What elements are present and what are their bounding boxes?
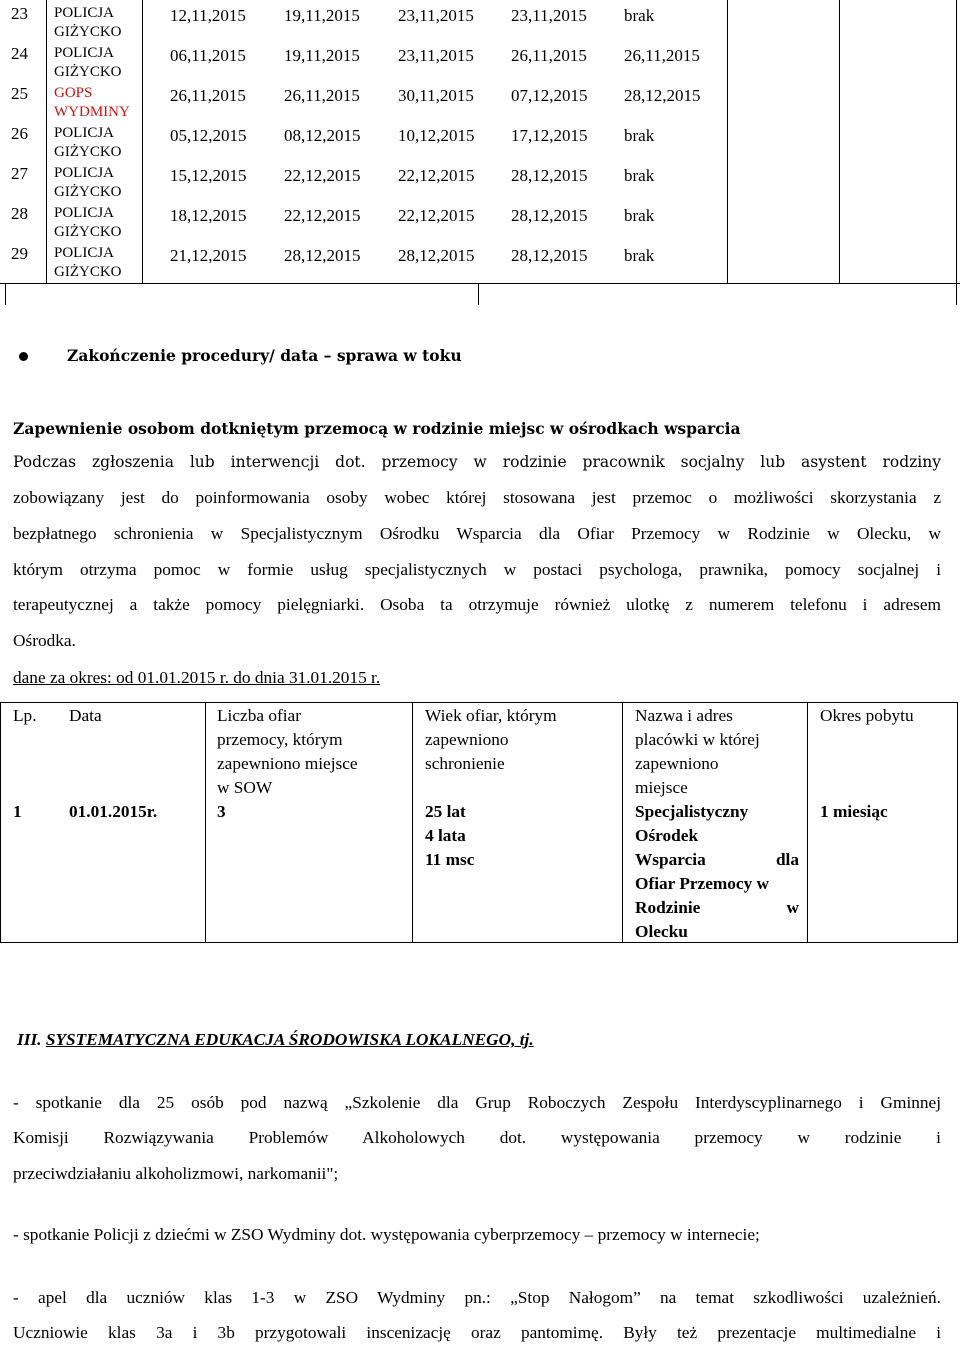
row-date-cell: 18,12,2015 xyxy=(170,206,247,225)
row-date-cell: 26,11,2015 xyxy=(284,86,360,105)
row-date-cell: 15,12,2015 xyxy=(170,166,247,185)
row-organization: POLICJA GIŻYCKO xyxy=(54,205,122,240)
table-row xyxy=(0,80,960,120)
row-date-cell: 23,11,2015 xyxy=(398,6,474,25)
table-grid-line xyxy=(142,0,143,283)
header-lp: Lp. xyxy=(13,706,37,725)
row-place: Specjalistyczny Ośrodek Wsparcia dla Ofiar Przemocy w Rodzinie w Olecku xyxy=(635,802,799,941)
row-ages: 25 lat 4 lata 11 msc xyxy=(425,802,475,869)
table-grid-line xyxy=(5,283,6,305)
row-date-cell: 07,12,2015 xyxy=(511,86,588,105)
row-date-cell: 26,11,2015 xyxy=(624,46,700,65)
row-number: 27 xyxy=(11,164,28,183)
list-line-5: - apel dla uczniów klas 1-3 w ZSO Wydminy pn.: „Stop Nałogom” na temat szkodliwości uzależnień. xyxy=(13,1288,941,1307)
list-line-1: - spotkanie dla 25 osób pod nazwą „Szkolenie dla Grup Roboczych Zespołu Interdyscyplinarnego i Gminnej xyxy=(13,1093,941,1112)
row-date-cell: 28,12,2015 xyxy=(624,86,701,105)
top-table xyxy=(0,0,960,305)
table-grid-line xyxy=(956,0,957,305)
paragraph-line-4: którym otrzyma pomoc w formie usług specjalistycznych w postaci psychologa, prawnika, pomocy socjalnej i xyxy=(13,560,941,579)
row-date-cell: 28,12,2015 xyxy=(511,246,588,265)
row-organization: POLICJA GIŻYCKO xyxy=(54,165,122,200)
row-date-cell: 23,11,2015 xyxy=(511,6,587,25)
section-title: III. SYSTEMATYCZNA EDUKACJA ŚRODOWISKA LOKALNEGO, tj. xyxy=(17,1030,534,1049)
paragraph-line-2: zobowiązany jest do poinformowania osoby wobec której stosowana jest przemoc o możliwości skorzystania z xyxy=(13,488,941,507)
row-count: 3 xyxy=(217,802,226,821)
table-row xyxy=(0,240,960,280)
row-date-cell: 22,12,2015 xyxy=(284,166,361,185)
header-place: Nazwa i adres placówki w której zapewniono miejsce xyxy=(635,706,760,797)
table-grid-line xyxy=(478,283,479,305)
row-date-cell: 30,11,2015 xyxy=(398,86,474,105)
table-row xyxy=(0,40,960,80)
paragraph-line-1: Podczas zgłoszenia lub interwencji dot. przemocy w rodzinie pracownik socjalny lub asystent rodziny xyxy=(13,453,941,471)
table-bottom-line xyxy=(0,283,960,284)
row-lp: 1 xyxy=(13,802,22,821)
row-date: 01.01.2015r. xyxy=(69,802,158,821)
row-date-cell: 19,11,2015 xyxy=(284,6,360,25)
row-organization: POLICJA GIŻYCKO xyxy=(54,125,122,160)
row-date-cell: 22,12,2015 xyxy=(398,166,475,185)
row-date-cell: 28,12,2015 xyxy=(398,246,475,265)
row-number: 25 xyxy=(11,84,28,103)
row-date-cell: 12,11,2015 xyxy=(170,6,246,25)
row-date-cell: 28,12,2015 xyxy=(284,246,361,265)
list-line-6: Uczniowie klas 3a i 3b przygotowali inscenizację oraz pantomimę. Były też prezentacje multimedialne i xyxy=(13,1323,941,1342)
row-date-cell: 28,12,2015 xyxy=(511,206,588,225)
row-date-cell: 22,12,2015 xyxy=(284,206,361,225)
row-organization: GOPS WYDMINY xyxy=(54,85,130,120)
bullet-icon xyxy=(19,352,28,361)
row-date-cell: 26,11,2015 xyxy=(170,86,246,105)
row-period: 1 miesiąc xyxy=(820,802,888,821)
row-date-cell: 28,12,2015 xyxy=(511,166,588,185)
row-date-cell: 06,11,2015 xyxy=(170,46,246,65)
row-date-cell: 10,12,2015 xyxy=(398,126,475,145)
header-count: Liczba ofiar przemocy, którym zapewniono miejsce w SOW xyxy=(217,706,358,797)
row-date-cell: 21,12,2015 xyxy=(170,246,247,265)
table-row xyxy=(0,200,960,240)
row-number: 24 xyxy=(11,44,28,63)
row-organization: POLICJA GIŻYCKO xyxy=(54,45,122,80)
header-date: Data xyxy=(69,706,102,725)
row-date-cell: 23,11,2015 xyxy=(398,46,474,65)
list-line-4: - spotkanie Policji z dziećmi w ZSO Wydminy dot. występowania cyberprzemocy – przemocy w internecie; xyxy=(13,1225,760,1244)
row-date-cell: 05,12,2015 xyxy=(170,126,247,145)
row-date-cell: brak xyxy=(624,126,655,145)
row-date-cell: 22,12,2015 xyxy=(398,206,475,225)
row-date-cell: 19,11,2015 xyxy=(284,46,360,65)
paragraph-line-6: Ośrodka. xyxy=(13,631,76,650)
shelter-table xyxy=(0,702,958,943)
row-number: 28 xyxy=(11,204,28,223)
row-date-cell: 08,12,2015 xyxy=(284,126,361,145)
row-number: 23 xyxy=(11,4,28,23)
table-row xyxy=(0,160,960,200)
row-organization: POLICJA GIŻYCKO xyxy=(54,245,122,280)
row-date-cell: brak xyxy=(624,206,655,225)
period-note: dane za okres: od 01.01.2015 r. do dnia 31.01.2015 r. xyxy=(13,668,381,687)
row-date-cell: 17,12,2015 xyxy=(511,126,588,145)
row-date-cell: brak xyxy=(624,246,655,265)
row-number: 26 xyxy=(11,124,28,143)
procedure-end-heading: Zakończenie procedury/ data – sprawa w toku xyxy=(67,346,462,365)
paragraph-line-3: bezpłatnego schronienia w Specjalistycznym Ośrodku Wsparcia dla Ofiar Przemocy w Rodzinie w Olecku, w xyxy=(13,524,941,543)
table-grid-line xyxy=(727,0,728,283)
row-date-cell: 26,11,2015 xyxy=(511,46,587,65)
list-line-2: Komisji Rozwiązywania Problemów Alkoholowych dot. występowania przemocy w rodzinie i xyxy=(13,1128,941,1147)
row-date-cell: brak xyxy=(624,166,655,185)
header-period: Okres pobytu xyxy=(820,706,914,725)
list-line-3: przeciwdziałaniu alkoholizmowi, narkomanii"; xyxy=(13,1164,339,1183)
table-row xyxy=(0,120,960,160)
table-row xyxy=(0,0,960,40)
row-organization: POLICJA GIŻYCKO xyxy=(54,5,122,40)
paragraph-line-5: terapeutycznej a także pomocy pielęgniarki. Osoba ta otrzymuje również ulotkę z numerem telefonu i adresem xyxy=(13,595,941,614)
row-number: 29 xyxy=(11,244,28,263)
table-grid-line xyxy=(956,283,957,305)
support-heading: Zapewnienie osobom dotkniętym przemocą w rodzinie miejsc w ośrodkach wsparcia xyxy=(13,419,741,438)
table-grid-line xyxy=(46,0,47,283)
row-date-cell: brak xyxy=(624,6,655,25)
header-age: Wiek ofiar, którym zapewniono schronienie xyxy=(425,706,557,773)
table-grid-line xyxy=(839,0,840,283)
